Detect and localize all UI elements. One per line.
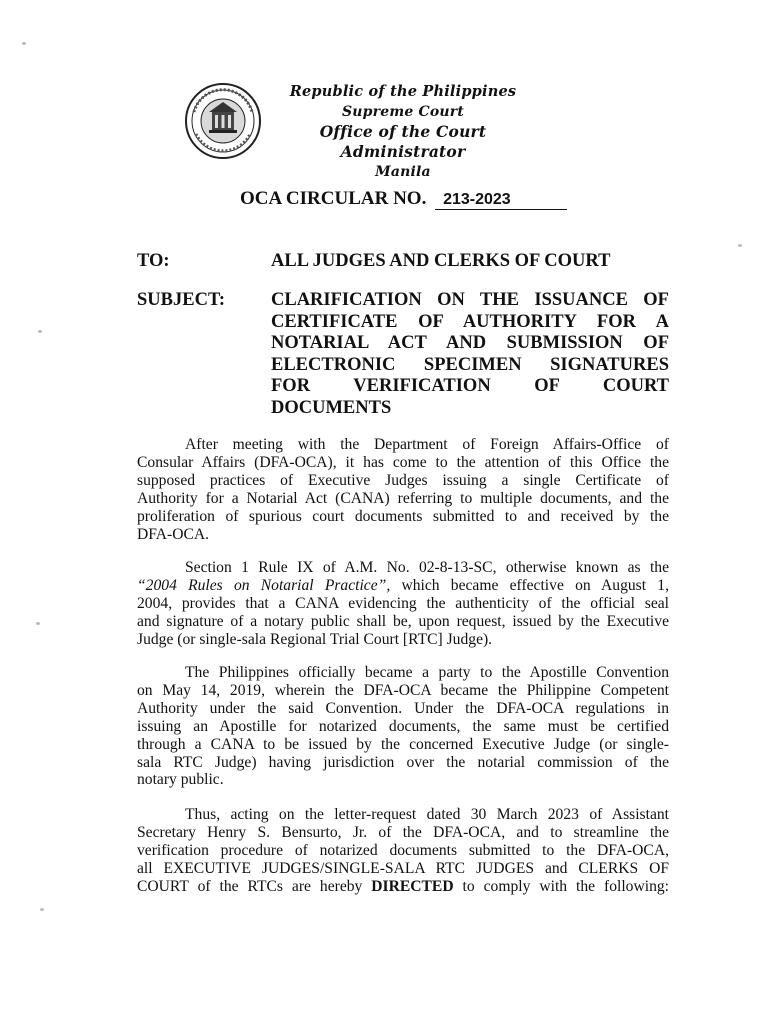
- scan-speck: [38, 330, 42, 333]
- paragraph-line: issuing an Apostille for notarized documents, the same must be certified: [137, 717, 669, 735]
- paragraph-line: through a CANA to be issued by the concerned Executive Judge (or single-: [137, 735, 669, 753]
- paragraph-line: Consular Affairs (DFA-OCA), it has come to the attention of this Office the: [137, 453, 669, 471]
- directed-emphasis: DIRECTED: [371, 877, 454, 895]
- scan-speck: [36, 622, 40, 625]
- paragraph-line: Section 1 Rule IX of A.M. No. 02-8-13-SC, otherwise known as the: [185, 559, 669, 576]
- body-paragraph-4: [137, 806, 669, 896]
- paragraph-text: to comply with the following:: [453, 877, 669, 895]
- paragraph-line: Secretary Henry S. Bensurto, Jr. of the DFA-OCA, and to streamline the: [137, 823, 669, 841]
- subject-line: FOR VERIFICATION OF COURT: [271, 376, 669, 396]
- paragraph-line: [137, 878, 669, 896]
- subject-line: NOTARIAL ACT AND SUBMISSION OF: [271, 333, 669, 353]
- letterhead: [268, 82, 538, 182]
- scan-speck: [738, 244, 742, 247]
- to-label: TO:: [137, 251, 170, 271]
- subject-line: CLARIFICATION ON THE ISSUANCE OF: [271, 290, 669, 310]
- subject-label: SUBJECT:: [137, 290, 226, 310]
- letterhead-republic: Republic of the Philippines: [289, 83, 517, 100]
- letterhead-city: Manila: [375, 164, 431, 180]
- paragraph-line: The Philippines officially became a party to the Apostille Convention: [185, 664, 669, 681]
- subject-value: [271, 290, 669, 419]
- subject-line: DOCUMENTS: [271, 397, 392, 418]
- paragraph-line: DFA-OCA.: [137, 525, 210, 543]
- paragraph-text: which became effective on August 1,: [390, 576, 669, 594]
- paragraph-line: all EXECUTIVE JUDGES/SINGLE-SALA RTC JUDGES and CLERKS OF: [137, 859, 669, 877]
- paragraph-line: After meeting with the Department of Foreign Affairs-Office of: [185, 436, 669, 453]
- subject-line: ELECTRONIC SPECIMEN SIGNATURES: [271, 354, 669, 375]
- paragraph-line: Authority under the said Convention. Under the DFA-OCA regulations in: [137, 699, 669, 717]
- paragraph-line: Thus, acting on the letter-request dated 30 March 2023 of Assistant: [185, 806, 669, 823]
- to-value: ALL JUDGES AND CLERKS OF COURT: [271, 251, 611, 271]
- paragraph-line: on May 14, 2019, wherein the DFA-OCA became the Philippine Competent: [137, 681, 669, 699]
- paragraph-line: Authority for a Notarial Act (CANA) referring to multiple documents, and the: [137, 489, 669, 507]
- paragraph-line: verification procedure of notarized documents submitted to the DFA-OCA,: [137, 841, 669, 859]
- circular-number: 213-2023: [435, 191, 567, 210]
- paragraph-line: proliferation of spurious court documents submitted to and received by the: [137, 507, 669, 525]
- paragraph-line: Judge (or single-sala Regional Trial Court [RTC] Judge).: [137, 630, 493, 648]
- paragraph-line: [137, 577, 669, 595]
- rules-title: “2004 Rules on Notarial Practice”,: [137, 576, 391, 594]
- scan-speck: [40, 908, 44, 911]
- circular-label: OCA CIRCULAR NO.: [240, 188, 427, 209]
- letterhead-office: Office of the Court Administrator: [319, 122, 487, 161]
- circular-heading: [240, 188, 567, 210]
- paragraph-text: COURT of the RTCs are hereby: [137, 877, 372, 895]
- paragraph-line: supposed practices of Executive Judges issuing a single Certificate of: [137, 471, 669, 489]
- paragraph-line: and signature of a notary public shall be, upon request, issued by the Executive: [137, 612, 669, 630]
- subject-line: CERTIFICATE OF AUTHORITY FOR A: [271, 311, 669, 332]
- paragraph-line: sala RTC Judge) having jurisdiction over the notarial commission of the: [137, 753, 669, 771]
- paragraph-line: 2004, provides that a CANA evidencing the authenticity of the official seal: [137, 594, 669, 612]
- body-paragraph-3: [137, 664, 669, 789]
- scan-speck: [22, 42, 26, 45]
- paragraph-line: notary public.: [137, 771, 224, 789]
- court-seal-icon: [184, 82, 262, 160]
- body-paragraph-1: [137, 436, 669, 543]
- body-paragraph-2: [137, 559, 669, 649]
- letterhead-supreme-court: Supreme Court: [341, 104, 465, 120]
